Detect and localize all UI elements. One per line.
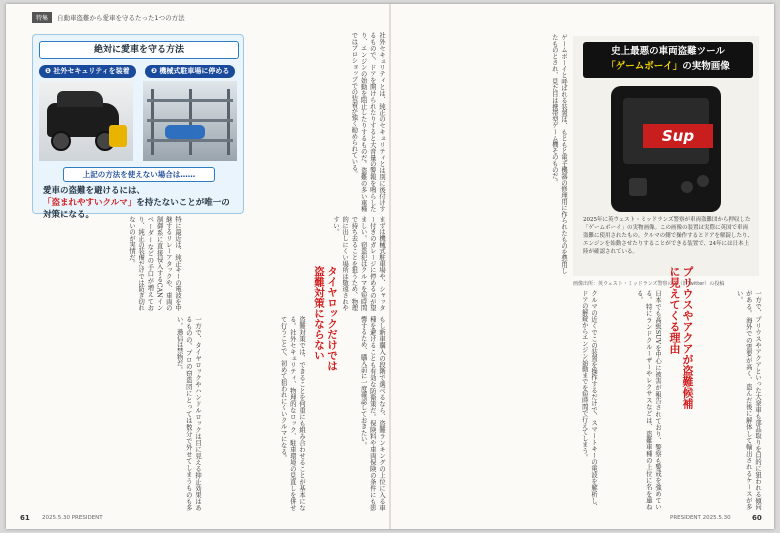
wheel-icon xyxy=(51,131,71,151)
left-column-bottom-a: 一方で、タイヤロックやハンドルロックは目に見える抑止効果はあるものの、プロの窃盗団にとっては数分で外せてしまうものも多い。過信は禁物だ。 xyxy=(175,316,201,511)
right-page-number: 60 xyxy=(752,514,762,522)
left-column-top-b: 特に最近は、純正キーの電波を中継するリレーアタックや、車両の制御系に直接侵入するCANインベーダーなどの手口が増えており、純正の装備だけでは防ぎ切れないのが実情だ。 xyxy=(127,216,181,311)
gameboy-device-photo xyxy=(611,86,721,212)
gutter xyxy=(389,4,391,529)
left-column-bottom-c: もし新車購入の段階で選べるなら、盗難ランキングの上位に入る車種を避けることも有効な防衛策だ。保険料や車両保険の条件にも影響するため、購入前に一度確認しておきたい。 xyxy=(359,316,385,511)
device-screen xyxy=(623,98,709,164)
magazine-spread xyxy=(6,4,774,529)
gameboy-figure xyxy=(573,36,759,276)
method-1-label: ❶ 社外セキュリティを装着 xyxy=(39,65,136,78)
method-2-label: ❷ 機械式駐車場に停める xyxy=(145,65,235,78)
right-column-bottom-b: 日本でも高級SUVを中心に被害が報告されており、警察も警戒を強めている。特にランドクルーザーやレクサスなどは、盗難車種の上位に名を連ねる。 xyxy=(635,290,661,510)
padlock-icon xyxy=(109,125,127,147)
right-column-bottom-c: 一方で、プリウスやアクアといった大衆車も部品取りを目的に狙われる傾向がある。海外での需要が高く、盗んだ後に解体して輸出されるケースが多い。 xyxy=(735,290,761,510)
suv-with-lock-photo xyxy=(39,81,133,161)
right-column-top-a: ゲームボーイと呼ばれる装置は、もともと電子機器の修理用に作られたものを悪用したものとされ、見た目は携帯型ゲーム機そのものだ。 xyxy=(550,34,567,274)
button-icon xyxy=(681,181,693,193)
series-header xyxy=(32,12,185,23)
left-subhead: タイヤロックだけでは盗難対策にならない xyxy=(313,266,338,371)
gameboy-figure-title: 史上最悪の車両盗難ツール 「ゲームボーイ」の実物画像 xyxy=(583,42,753,78)
parked-car-icon xyxy=(165,125,205,139)
protection-methods-figure xyxy=(32,34,244,220)
left-column-bottom-b: 盗難対策では、できることを何重にも組み合わせることが基本になる。社外セキュリティ、物理的なロック、駐車環境の見直しを併せて行うことで、初めて狙われにくいクルマになる。 xyxy=(279,316,305,511)
left-column-top-a: 社外セキュリティとは、純正のセキュリティとは別に後付けするもので、ドアを開けられたりすると大音量の警報を鳴らしたり、エンジンの始動を阻止したりするものだ。盗難の多い車種ではプロショップでの装着が強く勧められている。 xyxy=(350,32,385,212)
right-subhead: プリウスやアクアが盗難候補に見えてくる理由 xyxy=(668,266,694,409)
mechanical-parking-photo xyxy=(143,81,237,161)
series-tag: 特集 xyxy=(32,12,52,23)
gameboy-source: 画像出所：英ウェスト・ミッドランズ警察の X（旧Twitter）の投稿 xyxy=(573,281,725,287)
fallback-prompt: 上記の方法を使えない場合は…… xyxy=(63,167,215,182)
gameboy-caption: 2025年に英ウェスト・ミッドランズ警察が車両盗難団から押収した「ゲームボーイ」の実物画像。この画像の装置は実際に英国で車両盗難に使用されたもの。クルマの側で操作するとドアを解錠したり、エンジンを始動させたりすることができる装置で、24年には日本上陸が確認されている。 xyxy=(583,217,753,255)
left-page-number: 61 xyxy=(20,514,30,522)
left-column-top-c: まずは機械式駐車場や、シャッター付きのガレージに停めるのが望ましい。窃盗犯はクルマを短時間で持ち去ることを狙うため、物理的に出しにくい場所は敬遠されやすい。 xyxy=(331,216,385,311)
series-title: 自動車盗難から愛車を守るたった1つの方法 xyxy=(57,14,185,22)
figure-title: 絶対に愛車を守る方法 xyxy=(39,41,239,59)
right-column-bottom-a: クルマの近くでこの装置を操作するだけで、スマートキーの電波を解析し、ドアの解錠からエンジン始動までを短時間で行えてしまう。 xyxy=(580,290,597,510)
conclusion-text: 愛車の盗難を避けるには、「盗まれやすいクルマ」を持たないことが唯一の対策になる。 xyxy=(43,186,230,220)
right-footer: PRESIDENT 2025.5.30 xyxy=(670,515,731,521)
dpad-icon xyxy=(629,178,647,196)
button-icon xyxy=(697,175,709,187)
screen-logo: Sup xyxy=(643,124,713,148)
left-footer: 2025.5.30 PRESIDENT xyxy=(42,515,103,521)
